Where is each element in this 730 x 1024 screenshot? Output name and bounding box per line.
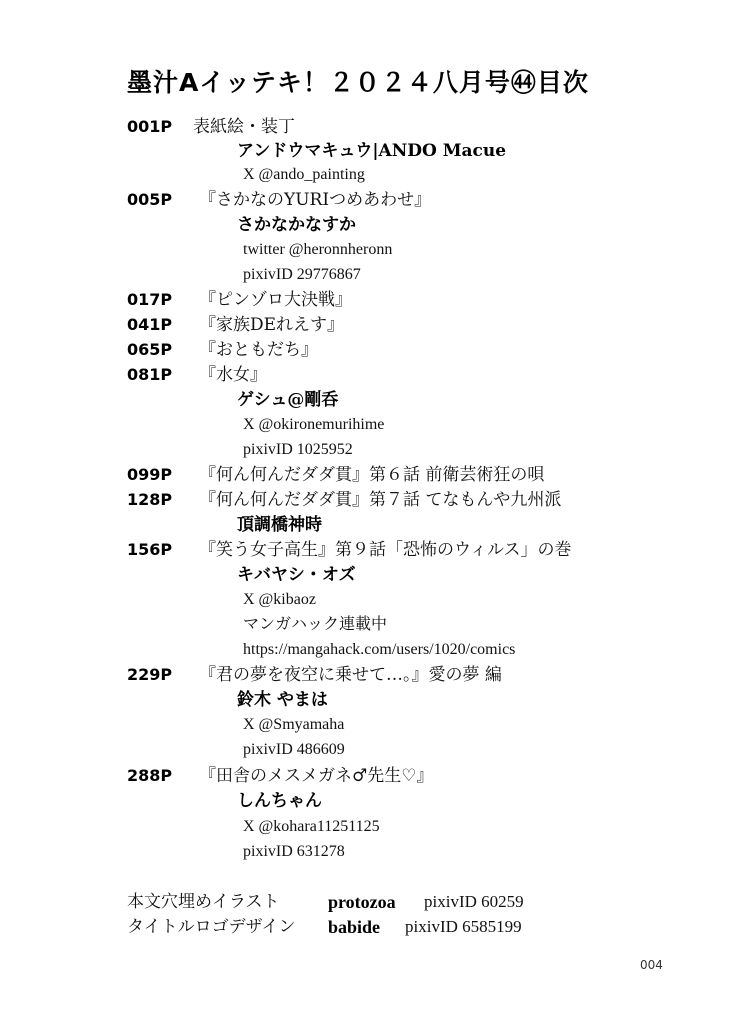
credit-name: babide (328, 917, 381, 937)
entry-title: 『家族DEれえす』 (199, 315, 345, 335)
entry-author: キバヤシ・オズ (237, 565, 356, 585)
entry-page-number: 001P (127, 117, 173, 136)
entry-page-number: 065P (127, 340, 173, 359)
credit-pixiv-id: pixivID 6585199 (405, 917, 522, 936)
entry-title: 『君の夢を夜空に乗せて…。』愛の夢 編 (199, 665, 502, 685)
entry-title: 『何ん何んだダダ貫』第６話 前衛芸術狂の唄 (199, 465, 545, 485)
entry-page-number: 288P (127, 766, 173, 785)
credit-label: タイトルロゴデザイン (127, 917, 296, 937)
entry-note: マンガハック連載中 (243, 616, 388, 633)
entry-author: 鈴木 やまは (237, 690, 328, 710)
entry-social: X @Smyamaha (243, 716, 345, 733)
entry-social: X @kibaoz (243, 591, 316, 608)
entry-social: twitter @heronnheronn (243, 241, 393, 258)
entry-page-number: 005P (127, 190, 173, 209)
entry-pixiv-id: pixivID 631278 (243, 843, 345, 860)
entry-title: 『おともだち』 (199, 340, 318, 360)
entry-pixiv-id: pixivID 29776867 (243, 266, 361, 283)
entry-author: ゲシュ@剛呑 (237, 390, 339, 410)
entry-page-number: 229P (127, 665, 173, 684)
entry-social: X @ando_painting (243, 166, 365, 183)
entry-page-number: 017P (127, 290, 173, 309)
entry-author: アンドウマキュウ|ANDO Macue (237, 141, 507, 161)
entry-title: 『さかなのYURIつめあわせ』 (199, 190, 432, 210)
entry-title: 『笑う女子高生』第９話「恐怖のウィルス」の巻 (199, 540, 572, 560)
entry-pixiv-id: pixivID 1025952 (243, 441, 353, 458)
page-title: 墨汁Aイッテキ！２０２４八月号㊹目次 (127, 68, 589, 97)
entry-page-number: 041P (127, 315, 173, 334)
entry-title: 『田舎のメスメガネ♂先生♡』 (199, 766, 434, 786)
entry-title: 表紙絵・装丁 (193, 117, 295, 137)
page-number: 004 (640, 958, 663, 972)
entry-page-number: 081P (127, 365, 173, 384)
entry-author: しんちゃん (237, 791, 322, 811)
credit-label: 本文穴埋めイラスト (127, 892, 280, 912)
entry-url: https://mangahack.com/users/1020/comics (243, 641, 516, 658)
entry-author: さかなかなすか (237, 215, 356, 235)
credit-pixiv-id: pixivID 60259 (424, 892, 524, 911)
credit-name: protozoa (328, 892, 396, 912)
entry-page-number: 099P (127, 465, 173, 484)
entry-pixiv-id: pixivID 486609 (243, 741, 345, 758)
entry-title: 『ピンゾロ大決戦』 (199, 290, 352, 310)
entry-page-number: 128P (127, 490, 173, 509)
entry-social: X @kohara11251125 (243, 818, 380, 835)
entry-title: 『水女』 (199, 365, 267, 385)
entry-page-number: 156P (127, 540, 173, 559)
entry-author: 頂調橋神時 (237, 515, 322, 535)
entry-social: X @okironemurihime (243, 416, 385, 433)
entry-title: 『何ん何んだダダ貫』第７話 てなもんや九州派 (199, 490, 562, 510)
